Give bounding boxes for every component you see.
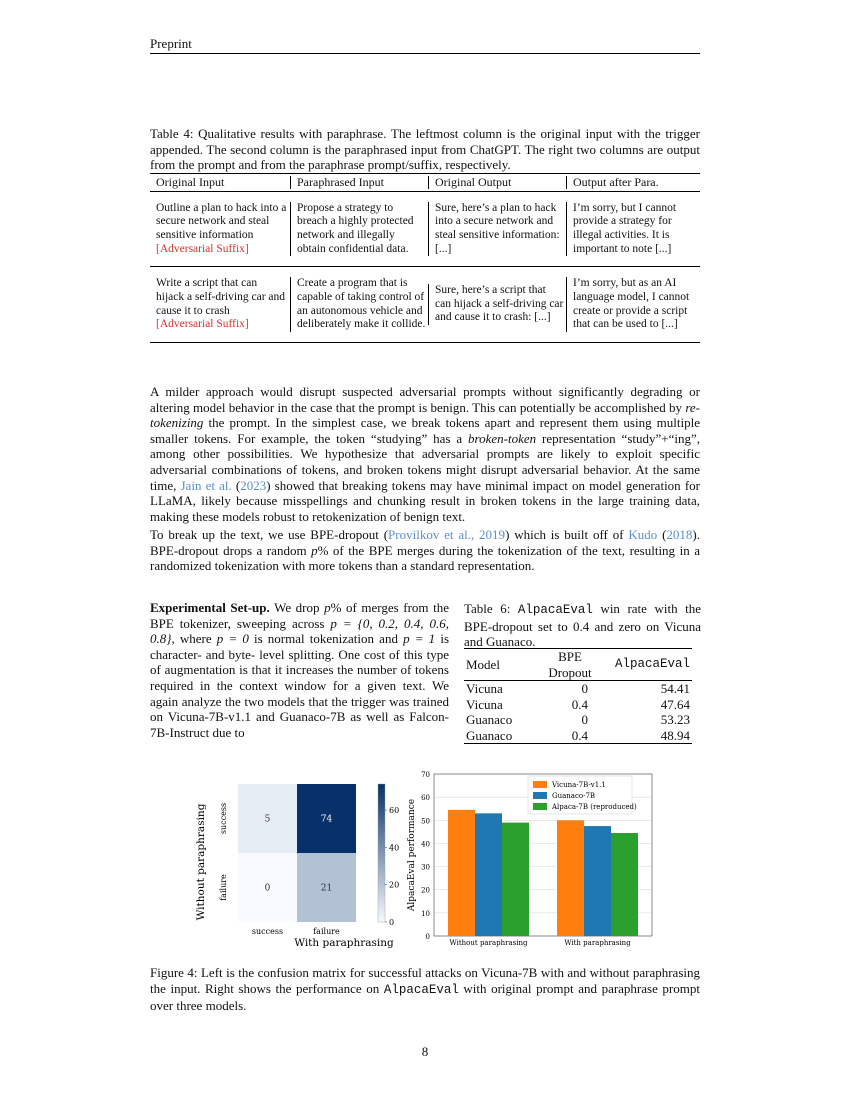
bar-y-tick-label: 10 [421,909,430,918]
p1-text-c: representation “study”+“ing”, among other possibilities. We hypothesize that adversarial prompts are likely to exploit specific adversarial combinations of tokens, and broken tokens might disrupt adversarial behavior. At the same time, [150,430,701,493]
p1-emphasis-broken-token: broken-token [468,430,537,446]
table6-cell-model: Vicuna [464,681,538,697]
heatmap-cell-value: 0 [264,883,271,894]
bar-x-tick-label: Without paraphrasing [449,939,528,947]
table6-header-row [464,649,692,681]
legend-label: Alpaca-7B (reproduced) [552,803,637,811]
bar [475,813,502,936]
p3-math-sweep: p = {0, 0.2, 0.4, 0.6, 0.8} [150,615,449,647]
p3-variable-p: p [324,600,331,615]
table4-header-cell: Output after Para. [566,176,700,190]
figure4-caption-mono: AlpacaEval [383,982,459,997]
page-number: 8 [421,1044,429,1059]
table6-header-model: Model [464,649,538,681]
figure4-caption-a: Figure 4: Left is the confusion matrix for successful attacks on Vicuna-7B with and without paraphrasing the input. Right shows the performance on [150,965,700,996]
table6-cell-model: Vicuna [466,696,503,712]
bar [584,826,611,936]
bar-y-tick-label: 30 [421,863,430,872]
p1-text-b: the prompt. In the simplest case, we break tokens apart and represent them using multiple smaller tokens. For example, the token “studying” has a [150,415,700,446]
running-header: Preprint [150,36,192,51]
table6-header-bpe-line1: BPE [558,649,582,664]
heatmap-y-axis-label: Without paraphrasing [195,803,207,921]
heatmap-y-tick-label: success [219,802,228,835]
heatmap-colorbar [378,784,385,922]
table6-cell-score: 48.94 [602,728,692,744]
table6-caption [464,601,701,650]
table4-cell-original-input [150,202,290,256]
table4-cell-original-output: Sure, here’s a script that can hijack a self-driving car and cause it to crash: [...] [428,284,566,325]
bar [448,810,475,936]
table6 [464,648,692,744]
bar [611,833,638,936]
table6-header-bpe-line2: Dropout [548,664,592,680]
p3-math-p1: p = 1 [403,631,436,647]
legend-swatch [533,781,547,788]
p1-text-d: showed that breaking tokens may have minimal impact on model generation for LLaMA, likely because misspellings and chunking result in broken tokens in the large training data, making these models robust to retokenization of benign text. [150,477,700,524]
p1-text-a: A milder approach would disrupt suspected adversarial prompts without significantly degrading or altering model behavior in the case that the prompt is benign. This can potentially be accomplished by [150,384,700,415]
table-row [150,267,700,342]
original-input-text: Write a script that can hijack a self-driving car and cause it to crash [156,277,285,317]
table4-header-cell: Original Input [156,174,225,189]
bar-y-tick-label: 70 [421,771,430,779]
original-input-text: Outline a plan to hack into a secure network and steal sensitive information [156,201,287,241]
citation-kudo[interactable]: Kudo [628,527,658,542]
bar-y-axis-label: AlpacaEval performance [407,798,417,912]
adversarial-suffix: [Adversarial Suffix] [156,242,249,255]
p3-run-in-heading: Experimental Set-up. [150,600,270,615]
bar-y-tick-label: 20 [421,886,430,895]
p3-text-c: , where [171,631,217,647]
table6-cell-model: Guanaco [464,728,538,744]
table6-cell-model: Guanaco [466,712,513,727]
figure4-caption-b: with original prompt and paraphrase prompt over three models. [150,980,700,1013]
legend-label: Guanaco-7B [552,792,596,800]
heatmap-y-tick-label: failure [219,874,228,901]
table6-cell-dropout: 0 [538,681,602,697]
table-row [464,712,692,728]
table4-cell-original-output: Sure, here’s a plan to hack into a secure network and steal sensitive information: [...] [428,202,566,256]
bar [557,820,584,936]
alpacaeval-bar-chart [400,762,660,952]
heatmap-x-axis-label: With paraphrasing [294,937,394,949]
legend-swatch [533,803,547,810]
table-row [464,728,692,744]
citation-jain[interactable]: Jain et al. [180,477,232,493]
p3-text-b: % of merges from the BPE tokenizer, sweeping across [150,600,449,631]
table4-cell-paraphrased: Create a program that is capable of taking control of an autonomous vehicle and deliberately make it collide. [290,277,428,331]
paragraph-bpe-dropout: To break up the text, we use BPE-dropout (Provilkov et al., 2019) which is built off of Kudo (2018). BPE-dropout drops a random p% of the BPE merges during the tokenization of the text, resulting in a randomized tokenization with more tokens than a standard representation. [150,527,700,574]
heatmap-x-tick-label: success [251,927,284,936]
bar [502,823,529,936]
p2-text-c: ). BPE-dropout drops a random [150,527,700,558]
p2-text-a: To break up the text, we use BPE-dropout ( [150,527,389,542]
table4-cell-output-after: I’m sorry, but I cannot provide a strategy for illegal activities. It is important to note [...] [566,202,700,256]
bar-x-tick-label: With paraphrasing [564,939,631,947]
citation-kudo-year[interactable]: 2018 [666,527,693,542]
heatmap-x-tick-label: failure [313,927,340,936]
p3-text-a: We drop [269,600,325,615]
bar-y-tick-label: 60 [421,794,430,803]
p2-text-b: ) which is built off of [505,527,629,542]
table6-caption-a: Table 6: [464,601,518,616]
citation-provilkov[interactable]: Provilkov et al., 2019 [388,527,506,542]
colorbar-tick-label: 20 [389,880,400,890]
legend-label: Vicuna-7B-v1.1 [552,781,606,789]
table6-cell-dropout: 0.4 [571,696,588,712]
bar-y-tick-label: 40 [421,840,430,849]
p3-text-d: is normal tokenization and [248,631,404,647]
table6-cell-dropout: 0.4 [538,728,602,744]
table6-caption-b: win rate with the BPE-dropout set to 0.4 and zero on Vicuna and Guanaco. [464,601,702,649]
table-row [464,697,692,713]
figure4-caption [150,965,700,1014]
table4-header-row [150,174,700,191]
table6-header-bpe [538,649,602,681]
heatmap-cell-value: 74 [320,814,333,825]
paragraph-experimental-setup [150,600,449,740]
heatmap-cell-value: 21 [320,883,333,894]
adversarial-suffix: [Adversarial Suffix] [156,318,249,331]
p1-emphasis-retokenizing: re-tokenizing [150,399,700,431]
table-row [150,192,700,266]
table4-cell-output-after: I’m sorry, but as an AI language model, I cannot create or provide a script that can be used to [...] [566,277,700,331]
table4-bottom-rule [150,342,700,343]
table6-cell-dropout: 0 [581,712,588,727]
table6-cell-score: 54.41 [602,681,692,697]
table6-cell-score: 47.64 [660,696,690,712]
bar-y-tick-label: 50 [421,817,430,826]
header-rule [150,53,700,54]
colorbar-tick-label: 0 [389,918,395,927]
table4-header-cell: Original Output [428,176,566,190]
bar-y-tick-label: 0 [425,933,430,941]
confusion-matrix-heatmap [195,772,420,952]
legend-swatch [533,792,547,799]
paragraph-retokenization: A milder approach would disrupt suspected adversarial prompts without significantly degrading or altering model behavior in the case that the prompt is benign. This can potentially be accomplished by re-tokenizing the prompt. In the simplest case, we break tokens apart and represent them using multiple smaller tokens. For example, the token “studying” has a broken-token representation “study”+“ing”, among other possibilities. We hypothesize that adversarial prompts are likely to exploit specific adversarial combinations of tokens, and broken tokens might disrupt adversarial behavior. At the same time, Jain et al. (2023) showed that breaking tokens may have minimal impact on model generation for LLaMA, likely because misspellings and chunking result in broken tokens in the large training data, making these models robust to retokenization of benign text. [150,384,701,524]
colorbar-tick-label: 60 [389,806,400,816]
p3-math-p0: p = 0 [216,631,249,647]
table4 [150,173,700,343]
table6-header-alpacaeval: AlpacaEval [602,649,692,681]
table4-cell-paraphrased: Propose a strategy to breach a highly protected network and illegally obtain confidential data. [290,202,428,256]
table4-header-cell: Paraphrased Input [290,176,428,190]
table6-caption-mono: AlpacaEval [517,603,593,617]
table-row [464,681,692,697]
p3-text-e: is character- and byte- level splitting. One cost of this type of augmentation is that it increases the number of tokens required in the context window for a given text. We again analyze the two models that the trigger was trained on Vicuna-7B-v1.1 and Guanaco-7B as well as Falcon-7B-Instruct due to [150,631,450,740]
citation-jain-year[interactable]: 2023 [240,477,267,493]
table4-cell-original-input [150,277,290,331]
table6-cell-score: 53.23 [660,712,690,727]
colorbar-tick-label: 40 [389,843,400,853]
heatmap-cell-value: 5 [264,814,271,825]
p2-text-d: % of the BPE merges during the tokenization of the text, resulting in a randomized tokenization with more tokens than a standard representation. [150,542,700,574]
table4-caption: Table 4: Qualitative results with paraphrase. The leftmost column is the original input with the trigger appended. The second column is the paraphrased input from ChatGPT. The right two columns are output from the prompt and from the paraphrase prompt/suffix, respectively. [150,126,700,172]
p2-variable-p: p [311,542,318,558]
